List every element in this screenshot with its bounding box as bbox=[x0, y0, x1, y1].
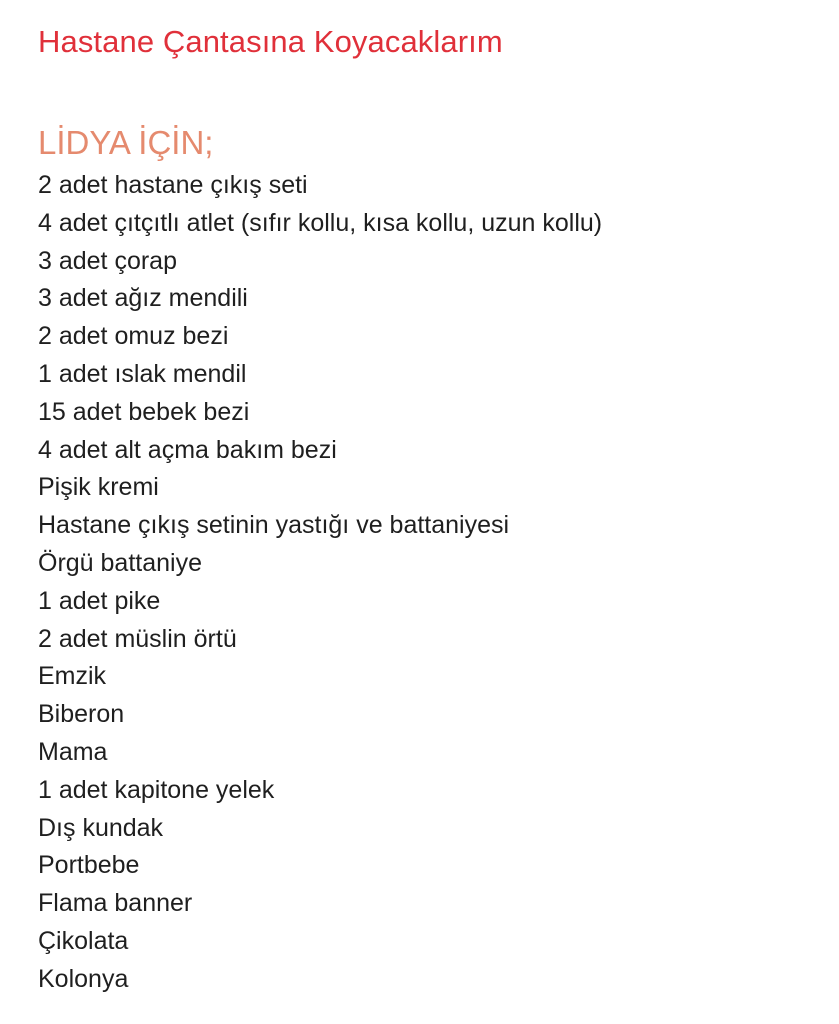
list-item: Örgü battaniye bbox=[38, 548, 202, 577]
list-item: 15 adet bebek bezi bbox=[38, 397, 250, 426]
list-item: Çikolata bbox=[38, 926, 129, 955]
list-item: 4 adet çıtçıtlı atlet (sıfır kollu, kısa kollu, uzun kollu) bbox=[38, 208, 603, 237]
list-item: Dış kundak bbox=[38, 813, 164, 842]
list-item: 2 adet omuz bezi bbox=[38, 322, 229, 351]
list-item: 1 adet kapitone yelek bbox=[38, 775, 275, 804]
item-list bbox=[38, 167, 602, 999]
list-item: Biberon bbox=[38, 700, 125, 729]
list-item: Portbebe bbox=[38, 851, 140, 880]
list-item: 3 adet ağız mendili bbox=[38, 284, 248, 313]
section-heading: LİDYA İÇİN; bbox=[38, 124, 214, 161]
note-title[interactable]: Hastane Çantasına Koyacaklarım bbox=[38, 24, 503, 59]
list-item: Kolonya bbox=[38, 964, 129, 993]
list-item: Pişik kremi bbox=[38, 473, 159, 502]
list-item: 4 adet alt açma bakım bezi bbox=[38, 435, 337, 464]
list-item: 2 adet hastane çıkış seti bbox=[38, 171, 308, 199]
list-item: 3 adet çorap bbox=[38, 246, 177, 275]
list-item: 1 adet ıslak mendil bbox=[38, 359, 247, 388]
list-item: Mama bbox=[38, 737, 108, 766]
list-item: 2 adet müslin örtü bbox=[38, 624, 237, 653]
list-item: Flama banner bbox=[38, 889, 193, 918]
list-item: 1 adet pike bbox=[38, 586, 161, 615]
list-item: Emzik bbox=[38, 662, 107, 691]
list-item: Hastane çıkış setinin yastığı ve battaniyesi bbox=[38, 511, 510, 540]
